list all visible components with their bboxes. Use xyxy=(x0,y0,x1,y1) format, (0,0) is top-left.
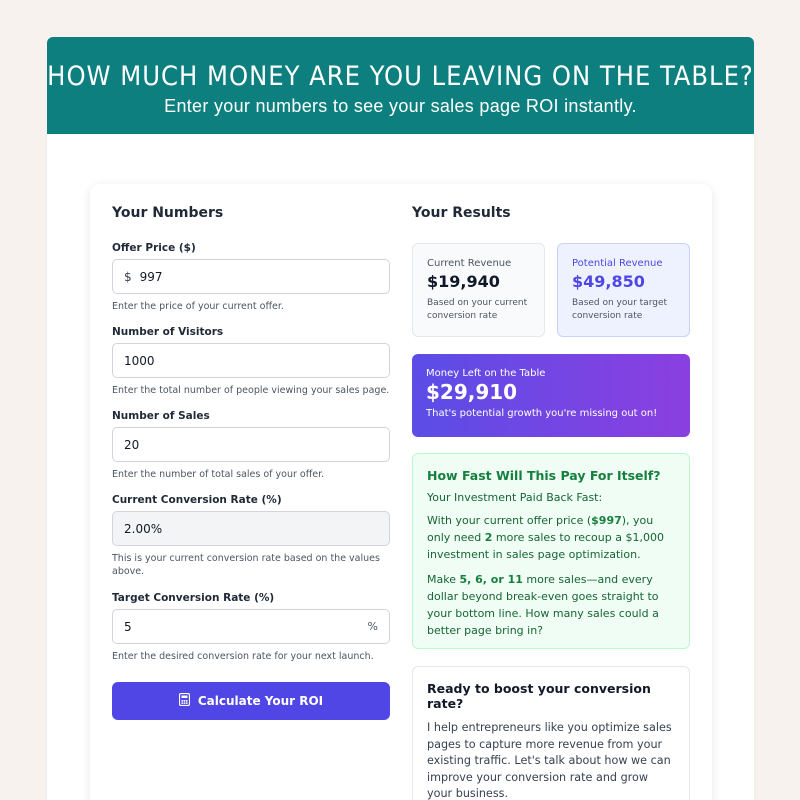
target-rate-help: Enter the desired conversion rate for your next launch. xyxy=(112,651,374,662)
header-banner xyxy=(47,37,754,137)
payback-title: How Fast Will This Pay For Itself? xyxy=(427,468,661,483)
payback-paragraph-1: With your current offer price ($997), you only need 2 more sales to recoup a $1,000 investment in sales page optimization. xyxy=(427,514,664,561)
results-column xyxy=(412,205,690,800)
current-rate-label: Current Conversion Rate (%) xyxy=(112,494,282,506)
current-revenue-value: $19,940 xyxy=(427,272,500,291)
sales-group xyxy=(112,410,390,481)
sales-input[interactable] xyxy=(112,427,390,462)
percent-suffix: % xyxy=(367,620,378,633)
inputs-section-title: Your Numbers xyxy=(112,205,224,221)
current-rate-help: This is your current conversion rate based on the values above. xyxy=(112,553,380,577)
sales-needed-highlight: 2 xyxy=(484,531,493,544)
boost-title: Ready to boost your conversion rate? xyxy=(427,681,651,711)
current-rate-field xyxy=(112,511,390,546)
calculator-icon xyxy=(179,693,190,709)
money-left-box xyxy=(412,354,690,437)
target-rate-label: Target Conversion Rate (%) xyxy=(112,592,275,604)
sales-help: Enter the number of total sales of your offer. xyxy=(112,469,325,480)
offer-price-value: 997 xyxy=(139,269,163,284)
current-revenue-label: Current Revenue xyxy=(427,258,512,269)
offer-price-highlight: $997 xyxy=(591,514,622,527)
results-section-title: Your Results xyxy=(412,205,511,221)
inputs-column xyxy=(112,205,390,708)
visitors-group xyxy=(112,326,390,397)
offer-price-help: Enter the price of your current offer. xyxy=(112,301,284,312)
visitors-input[interactable] xyxy=(112,343,390,378)
money-left-label: Money Left on the Table xyxy=(426,368,546,379)
current-revenue-box xyxy=(412,243,545,337)
payback-subtitle: Your Investment Paid Back Fast: xyxy=(427,491,603,504)
potential-revenue-label: Potential Revenue xyxy=(572,258,663,269)
payback-paragraph-2: Make 5, 6, or 11 more sales—and every dollar beyond break-even goes straight to your bottom line. How many sales could a better page bring in? xyxy=(427,573,659,637)
calculate-roi-label: Calculate Your ROI xyxy=(197,694,324,708)
target-rate-value: 5 xyxy=(124,619,132,634)
potential-revenue-desc: Based on your target conversion rate xyxy=(572,298,668,321)
potential-revenue-value: $49,850 xyxy=(572,272,645,291)
current-revenue-desc: Based on your current conversion rate xyxy=(427,298,528,321)
offer-price-label: Offer Price ($) xyxy=(112,242,196,254)
dollar-prefix: $ xyxy=(124,269,132,284)
current-rate-value: 2.00% xyxy=(124,521,163,536)
visitors-label: Number of Visitors xyxy=(112,326,224,338)
visitors-value: 1000 xyxy=(124,353,155,368)
money-left-desc: That's potential growth you're missing out on! xyxy=(426,408,658,419)
boost-text: I help entrepreneurs like you optimize sales pages to capture more revenue from your existing traffic. Let's talk about how we can improve your conversion rate and grow your business. xyxy=(427,721,672,800)
money-left-value: $29,910 xyxy=(426,380,518,404)
payback-box xyxy=(412,453,690,649)
offer-price-input[interactable] xyxy=(112,259,390,294)
sales-value: 20 xyxy=(124,437,140,452)
current-rate-group xyxy=(112,494,390,578)
potential-revenue-box xyxy=(557,243,690,337)
page-title: HOW MUCH MONEY ARE YOU LEAVING ON THE TABLE? xyxy=(47,61,754,92)
boost-cta-box xyxy=(412,666,690,800)
page-subtitle: Enter your numbers to see your sales page ROI instantly. xyxy=(164,96,637,116)
target-rate-group xyxy=(112,592,390,663)
offer-price-group xyxy=(112,242,390,313)
calculate-roi-button[interactable] xyxy=(112,682,390,720)
sales-options-highlight: 5, 6, or 11 xyxy=(459,573,523,586)
sales-label: Number of Sales xyxy=(112,410,210,422)
visitors-help: Enter the total number of people viewing your sales page. xyxy=(112,385,390,396)
target-rate-input[interactable] xyxy=(112,609,390,644)
